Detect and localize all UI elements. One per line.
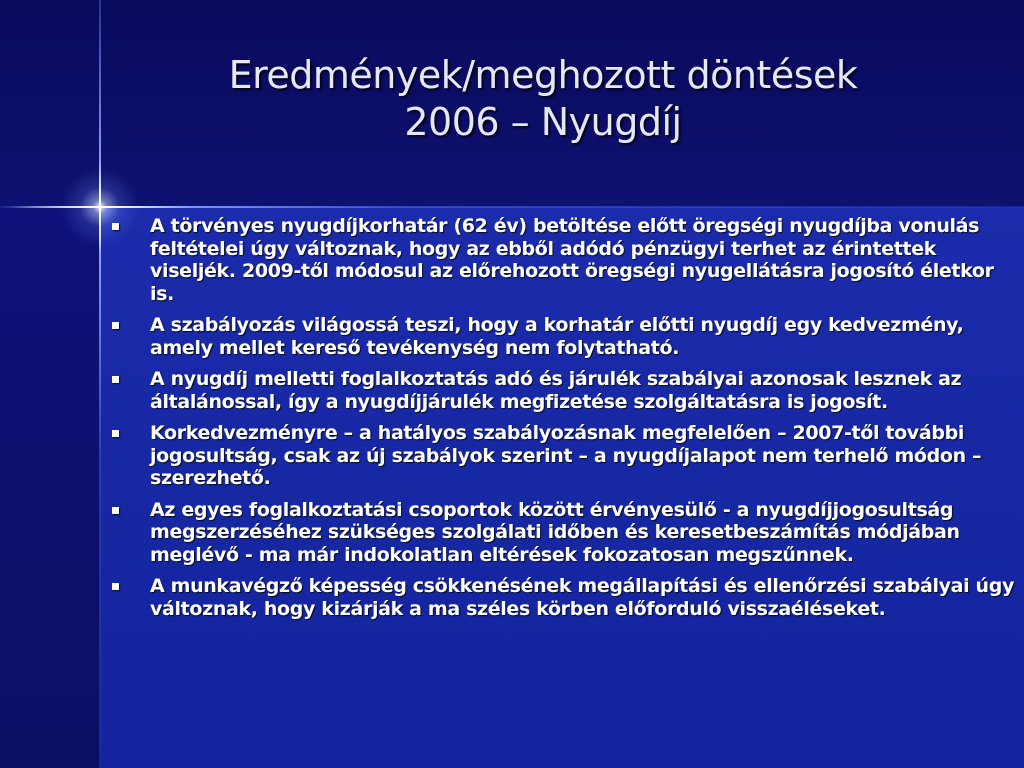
sparkle-vertical-ray: [99, 160, 101, 255]
bullet-item: [108, 575, 1018, 620]
bullet-item: [108, 499, 1018, 567]
bullet-text: A szabályozás világossá teszi, hogy a korhatár előtti nyugdíj egy kedvezmény, amely mellet kereső tevékenység nem folytatható.: [150, 314, 964, 359]
bullet-list: [108, 215, 1018, 629]
bullet-text: Korkedvezményre – a hatályos szabályozásnak megfelelően – 2007-től további jogosultság, csak az új szabályok szerint – a nyugdíjalapot nem terhelő módon – szerezhető.: [150, 422, 982, 489]
bullet-item: [108, 422, 1018, 490]
bullet-text: A törvényes nyugdíjkorhatár (62 év) betöltése előtt öregségi nyugdíjba vonulás feltételei úgy változnak, hogy az ebből adódó pénzügyi terhet az érintettek viseljék. 2009-től módosul az előrehozott öregségi nyugellátásra jogosító életkor is.: [150, 215, 994, 305]
slide-title-line-1: Eredmények/meghozott döntések: [228, 53, 858, 97]
bullet-item: [108, 368, 1018, 413]
bullet-text: A nyugdíj melletti foglalkoztatás adó és járulék szabályai azonosak lesznek az általánossal, így a nyugdíjjárulék megfizetése szolgáltatásra is jogosít.: [150, 368, 962, 413]
square-bullet-icon: [112, 376, 119, 383]
bullet-text: Az egyes foglalkoztatási csoportok között érvényesülő - a nyugdíjjogosultság megszerzéséhez szükséges szolgálati időben és keresetbeszámítás módjában meglévő - ma már indokolatlan eltérések fokozatosan megszűnnek.: [150, 498, 960, 566]
square-bullet-icon: [112, 322, 119, 329]
bullet-item: [108, 314, 1018, 359]
square-bullet-icon: [112, 223, 119, 230]
slide-title-line-2: 2006 – Nyugdíj: [404, 100, 682, 144]
left-margin-background: [0, 207, 100, 768]
bullet-text: A munkavégző képesség csökkenésének megállapítási és ellenőrzési szabályai úgy változnak, hogy kizárják a ma széles körben előforduló visszaéléseket.: [150, 575, 1015, 620]
bullet-item: [108, 215, 1018, 305]
square-bullet-icon: [112, 583, 119, 590]
slide-title: [100, 52, 986, 146]
square-bullet-icon: [112, 430, 119, 437]
square-bullet-icon: [112, 507, 119, 514]
